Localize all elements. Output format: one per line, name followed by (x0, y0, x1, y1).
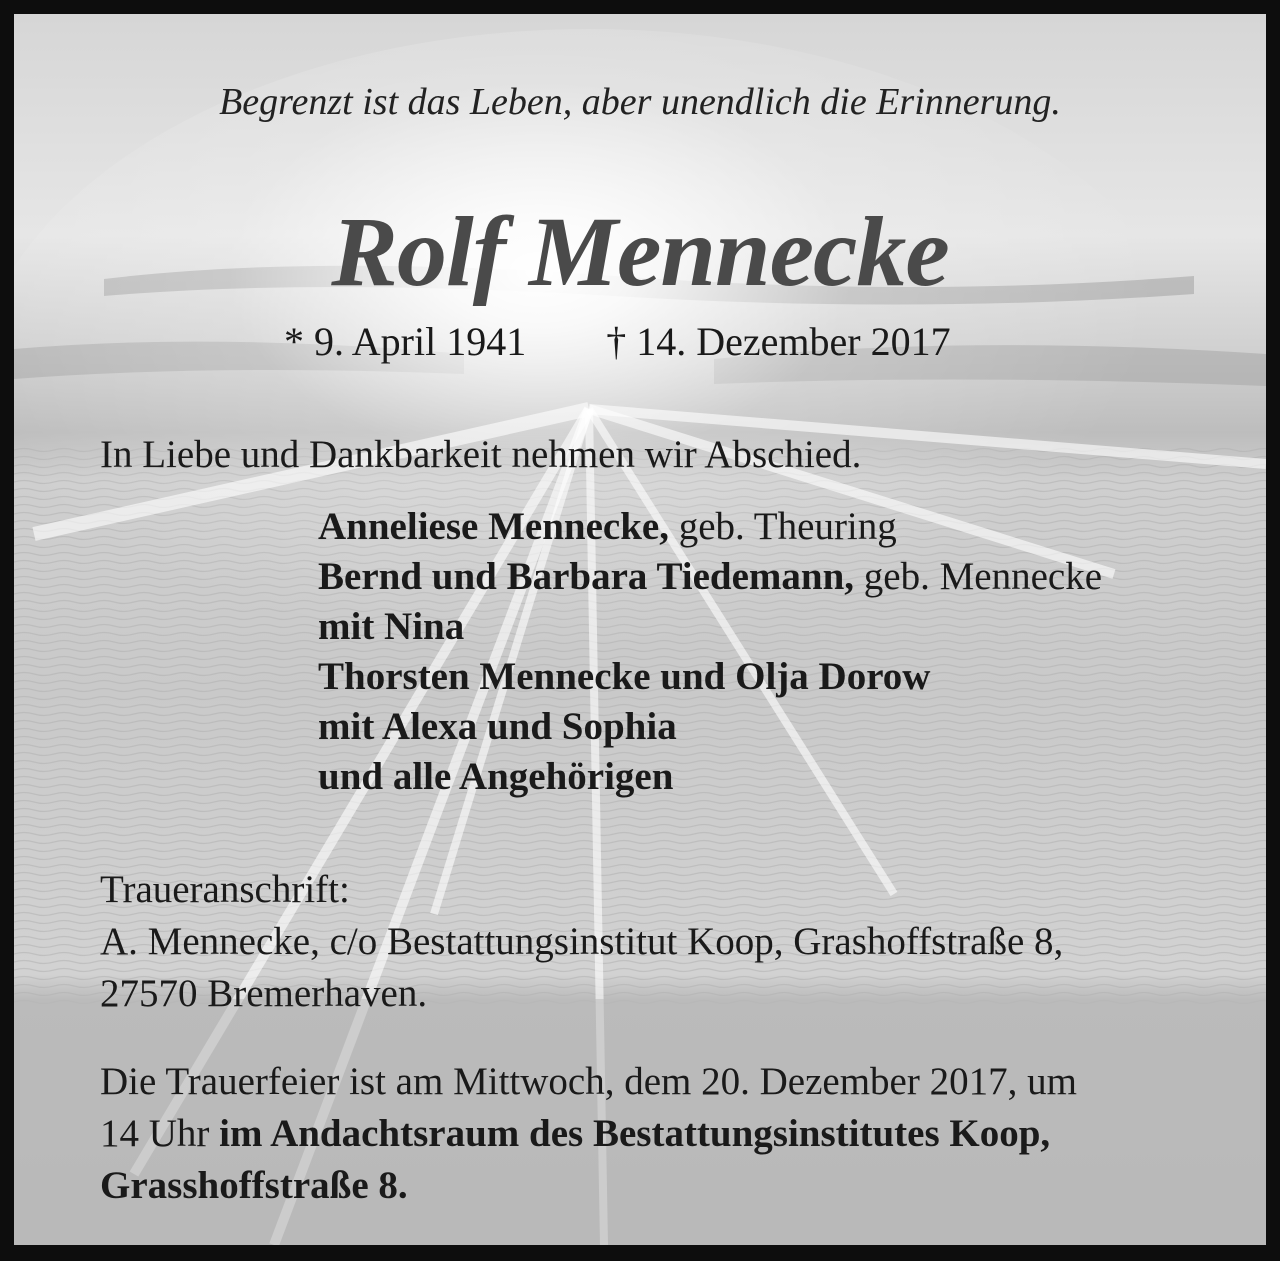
address-line: 27570 Bremerhaven. (100, 972, 428, 1015)
address-label: Traueranschrift: (100, 868, 350, 911)
funeral-line (100, 1108, 1180, 1160)
mourner-name: Thorsten Mennecke und Olja Dorow (318, 655, 931, 698)
deceased-name: Rolf Mennecke (331, 196, 949, 307)
obituary-content (14, 14, 1266, 1245)
mourner-line (318, 752, 1102, 802)
motto: Begrenzt ist das Leben, aber unendlich die Erinnerung. (219, 81, 1061, 123)
mourner-line (318, 552, 1102, 602)
mourner-suffix: geb. Mennecke (854, 555, 1103, 598)
mourners-list (318, 502, 1102, 802)
mourner-line (318, 502, 1102, 552)
mourner-line (318, 602, 1102, 652)
farewell-text: In Liebe und Dankbarkeit nehmen wir Abschied. (100, 433, 862, 476)
mourner-name: mit Nina (318, 605, 465, 648)
mourner-name: Bernd und Barbara Tiedemann, (318, 555, 855, 598)
funeral-notice (100, 1056, 1180, 1212)
address-line: A. Mennecke, c/o Bestattungsinstitut Koop, Grashoffstraße 8, (100, 920, 1064, 963)
birth-date: * 9. April 1941 (284, 319, 527, 364)
death-date: † 14. Dezember 2017 (606, 319, 951, 364)
mourning-address (100, 864, 1180, 1020)
mourner-name: Anneliese Mennecke, (318, 505, 669, 548)
funeral-street: Grasshoffstraße 8. (100, 1164, 408, 1207)
life-dates (284, 318, 951, 365)
mourner-name: und alle Angehörigen (318, 755, 674, 798)
mourner-line (318, 702, 1102, 752)
funeral-line: Die Trauerfeier ist am Mittwoch, dem 20. Dezember 2017, um (100, 1060, 1077, 1103)
funeral-venue: im Andachtsraum des Bestattungsinstitutes Koop, (219, 1112, 1051, 1155)
mourner-line (318, 652, 1102, 702)
mourner-name: mit Alexa und Sophia (318, 705, 677, 748)
funeral-time: 14 Uhr (100, 1112, 210, 1155)
mourner-suffix: geb. Theuring (668, 505, 897, 548)
